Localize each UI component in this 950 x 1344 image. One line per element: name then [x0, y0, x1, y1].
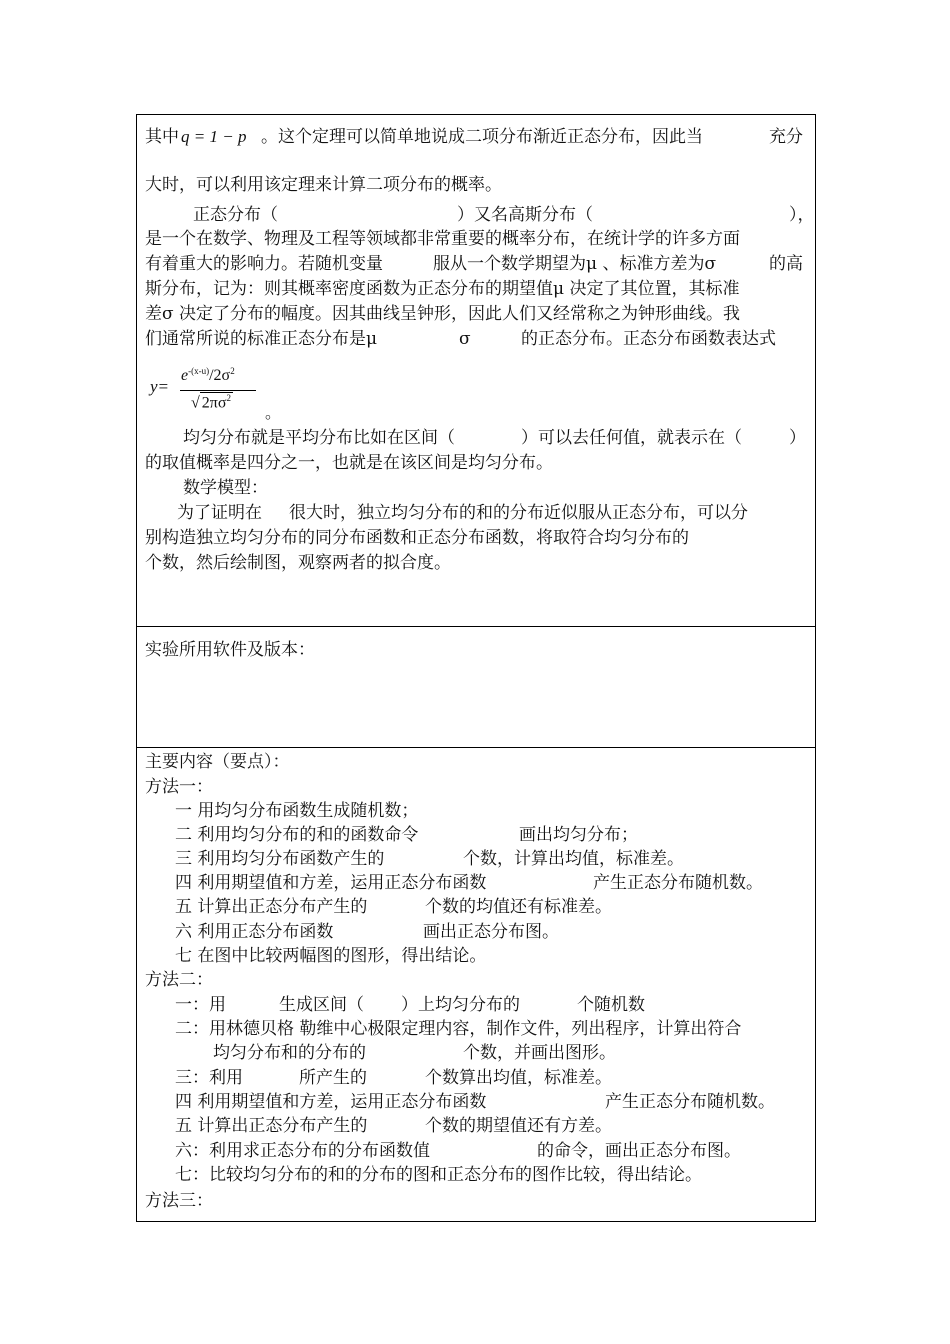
text: 正态分布（ [193, 205, 278, 225]
text: ）， [789, 205, 815, 225]
list-item: 四 利用期望值和方差，运用正态分布函数 [175, 1092, 487, 1112]
list-item: 三：利用 [175, 1068, 243, 1088]
list-item: 六：利用求正态分布的分布函数值 [175, 1141, 430, 1161]
list-item: 三 利用均匀分布函数产生的 [175, 849, 385, 869]
list-item: 个数，计算出均值，标准差。 [463, 849, 684, 869]
fraction-bar [180, 390, 256, 391]
text: 为了证明在 [177, 503, 262, 523]
normal-density-formula [147, 362, 287, 422]
text: 差σ 决定了分布的幅度。因其曲线呈钟形，因此人们又经常称之为钟形曲线。我 [145, 304, 741, 324]
formula-q: q = 1 − p [181, 127, 247, 146]
list-item: 一：用 [175, 995, 226, 1015]
list-item: 一 用均匀分布函数生成随机数； [175, 801, 419, 821]
list-item: 所产生的 [299, 1068, 367, 1088]
text: 的正态分布。正态分布函数表达式 [521, 329, 776, 349]
software-label: 实验所用软件及版本： [145, 640, 315, 660]
list-item: 五 计算出正态分布产生的 [175, 897, 368, 917]
main-heading: 主要内容（要点）： [145, 752, 290, 772]
text: 们通常所说的标准正态分布是μ [145, 329, 378, 349]
list-item: 个数的均值还有标准差。 [425, 897, 612, 917]
list-item: 产生正态分布随机数。 [605, 1092, 775, 1112]
text: 斯分布，记为：则其概率密度函数为正态分布的期望值μ 决定了其位置，其标准 [145, 279, 740, 299]
list-item: 二：用林德贝格 勒维中心极限定理内容，制作文件，列出程序，计算出符合 [175, 1019, 742, 1039]
list-item: 个随机数 [577, 995, 645, 1015]
text: 是一个在数学、物理及工程等领域都非常重要的概率分布，在统计学的许多方面 [145, 229, 740, 249]
list-item: 均匀分布和的分布的 [213, 1043, 366, 1063]
list-item: 七 在图中比较两幅图的图形，得出结论。 [175, 946, 487, 966]
list-item: 二 利用均匀分布的和的函数命令 [175, 825, 419, 845]
method-2-heading: 方法二： [145, 970, 213, 990]
text: 很大时，独立均匀分布的和的分布近似服从正态分布，可以分 [289, 503, 748, 523]
text: 其中 [145, 127, 179, 147]
text: ） [789, 428, 806, 448]
text: 有着重大的影响力。若随机变量 [145, 254, 383, 274]
method-1-heading: 方法一： [145, 777, 213, 797]
list-item: 的命令，画出正态分布图。 [537, 1141, 741, 1161]
formula-period: 。 [265, 405, 282, 422]
text: 大时，可以利用该定理来计算二项分布的概率。 [145, 175, 502, 195]
method-3-heading: 方法三： [145, 1191, 213, 1211]
list-item: ）上均匀分布的 [401, 995, 520, 1015]
text: σ [459, 329, 471, 349]
list-item: 画出正态分布图。 [423, 922, 559, 942]
text: 别构造独立均匀分布的同分布函数和正态分布函数，将取符合均匀分布的 [145, 528, 689, 548]
text: 充分 [769, 127, 803, 147]
software-section [137, 627, 815, 748]
theory-section [137, 115, 815, 627]
text: 。这个定理可以简单地说成二项分布渐近正态分布，因此当 [261, 127, 703, 147]
formula-denominator: √ $2\pi\sigma^2$ [191, 393, 231, 412]
text: 服从一个数学期望为μ 、标准方差为σ [433, 254, 717, 274]
text: 的高 [769, 254, 803, 274]
list-item: 个数算出均值，标准差。 [425, 1068, 612, 1088]
list-item: 个数，并画出图形。 [463, 1043, 616, 1063]
list-item: 六 利用正态分布函数 [175, 922, 334, 942]
document-table [136, 114, 816, 1222]
model-heading: 数学模型： [183, 478, 268, 498]
list-item: 七：比较均匀分布的和的分布的图和正态分布的图作比较，得出结论。 [175, 1165, 702, 1185]
text: 的取值概率是四分之一，也就是在该区间是均匀分布。 [145, 453, 553, 473]
list-item: 个数的期望值还有方差。 [425, 1116, 612, 1136]
formula-lhs: y= [150, 377, 170, 396]
list-item: 四 利用期望值和方差，运用正态分布函数 [175, 873, 487, 893]
list-item: 生成区间（ [279, 995, 364, 1015]
formula-numerator: $e^{-(x-u)}/2\sigma^2$ [181, 366, 235, 384]
list-item: 产生正态分布随机数。 [593, 873, 763, 893]
text: ）可以去任何值，就表示在（ [521, 428, 742, 448]
main-content-section [137, 748, 815, 1221]
text: 个数，然后绘制图，观察两者的拟合度。 [145, 553, 451, 573]
text: ）又名高斯分布（ [457, 205, 593, 225]
text: 均匀分布就是平均分布比如在区间（ [183, 428, 455, 448]
list-item: 五 计算出正态分布产生的 [175, 1116, 368, 1136]
list-item: 画出均匀分布； [519, 825, 638, 845]
